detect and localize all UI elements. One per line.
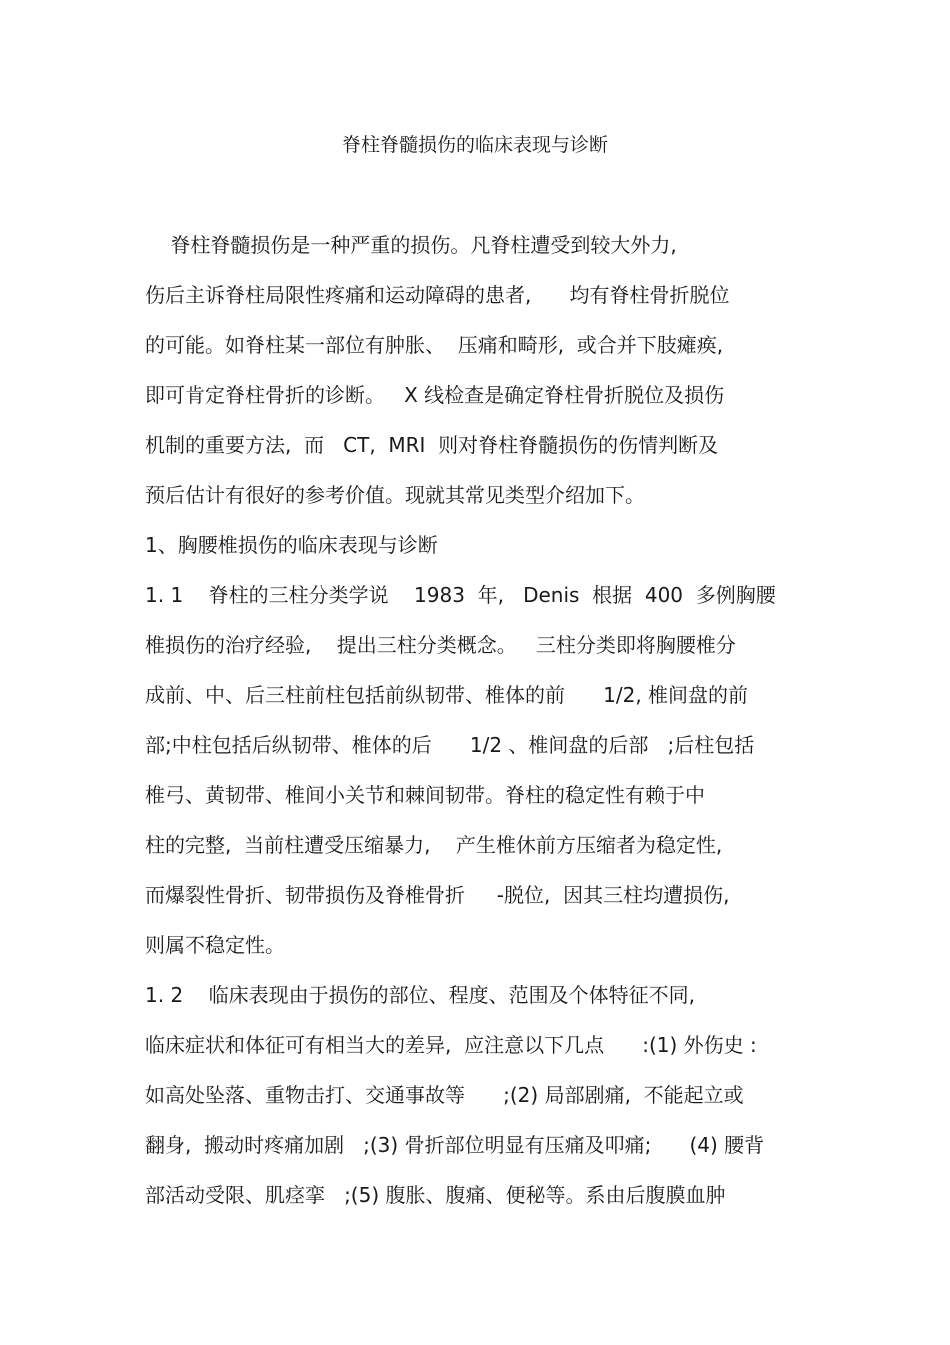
paragraph-line: 部活动受限、肌痉挛 ;(5) 腹胀、腹痛、便秘等。系由后腹膜血肿 [145,1183,726,1207]
paragraph-line: 临床症状和体征可有相当大的差异, 应注意以下几点 :(1) 外伤史 : [145,1033,757,1057]
paragraph-line: 则属不稳定性。 [145,933,285,957]
paragraph-line: 如高处坠落、重物击打、交通事故等 ;(2) 局部剧痛, 不能起立或 [145,1083,744,1107]
section-heading: 1、胸腰椎损伤的临床表现与诊断 [145,533,438,557]
document-title: 脊柱脊髓损伤的临床表现与诊断 [341,134,608,156]
paragraph-line: 预后估计有很好的参考价值。现就其常见类型介绍加下。 [145,483,645,507]
paragraph-line: 1. 2 临床表现由于损伤的部位、程度、范围及个体特征不同, [145,983,695,1007]
paragraph-line: 柱的完整, 当前柱遭受压缩暴力, 产生椎休前方压缩者为稳定性, [145,833,723,857]
paragraph-line: 部;中柱包括后纵韧带、椎体的后 1/2 、椎间盘的后部 ;后柱包括 [145,733,755,757]
paragraph-line: 椎弓、黄韧带、椎间小关节和棘间韧带。脊柱的稳定性有赖于中 [145,783,705,807]
paragraph-line: 的可能。如脊柱某一部位有肿胀、 压痛和畸形, 或合并下肢瘫痪, [145,333,724,357]
paragraph-line: 而爆裂性骨折、韧带损伤及脊椎骨折 -脱位, 因其三柱均遭损伤, [145,883,730,907]
paragraph-line: 机制的重要方法, 而 CT, MRI 则对脊柱脊髓损伤的伤情判断及 [145,433,719,457]
paragraph-line: 即可肯定脊柱骨折的诊断。 X 线检查是确定脊柱骨折脱位及损伤 [145,383,725,407]
paragraph-line: 1. 1 脊柱的三柱分类学说 1983 年, Denis 根据 400 多例胸腰 [145,583,776,607]
paragraph-line: 翻身, 搬动时疼痛加剧 ;(3) 骨折部位明显有压痛及叩痛; (4) 腰背 [145,1133,765,1157]
paragraph-line: 伤后主诉脊柱局限性疼痛和运动障碍的患者, 均有脊柱骨折脱位 [145,283,730,307]
paragraph-line: 成前、中、后三柱前柱包括前纵韧带、椎体的前 1/2, 椎间盘的前 [145,683,749,707]
paragraph-line: 椎损伤的治疗经验, 提出三柱分类概念。 三柱分类即将胸腰椎分 [145,633,736,657]
paragraph-line: 脊柱脊髓损伤是一种严重的损伤。凡脊柱遭受到较大外力, [145,233,677,257]
